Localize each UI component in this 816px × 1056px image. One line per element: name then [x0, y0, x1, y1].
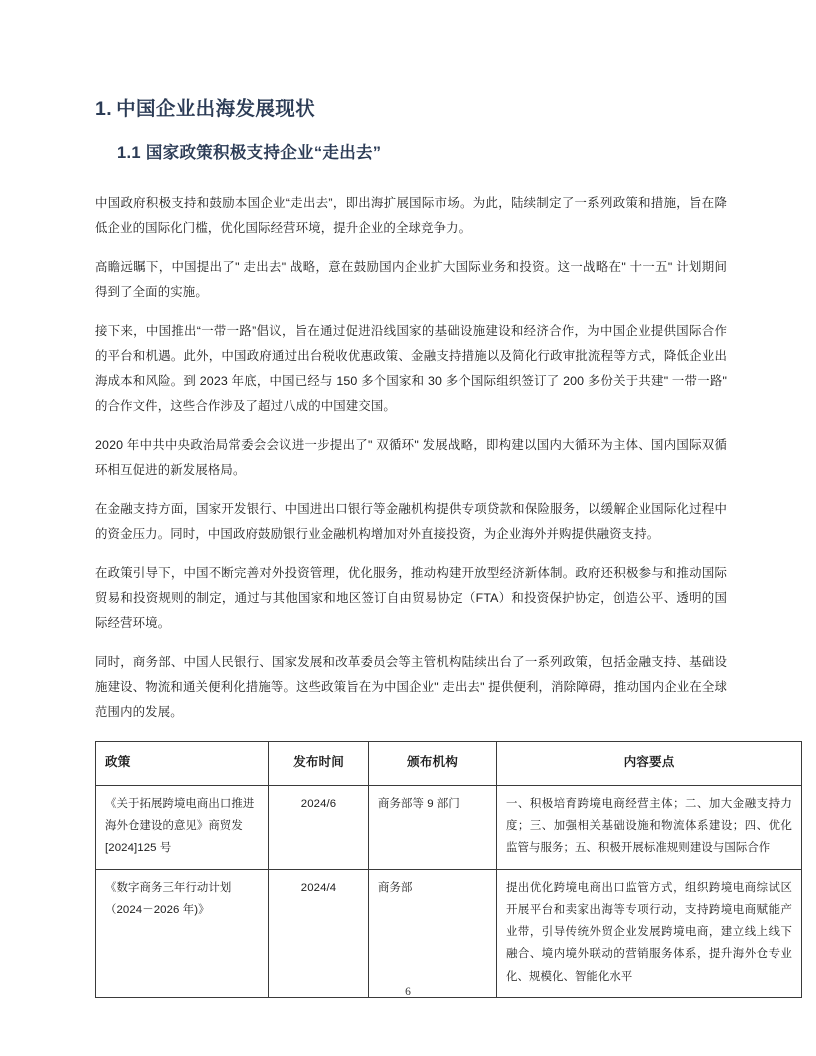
subsection-title-text: 国家政策积极支持企业“走出去” — [145, 144, 382, 163]
table-body — [96, 785, 802, 997]
cell-key-points: 提出优化跨境电商出口监管方式，组织跨境电商综试区开展平台和卖家出海等专项行动，支持跨境电商赋能产业带，引导传统外贸企业发展跨境电商，建立线上线下融合、境内境外联动的营销服务体系，提升海外仓专业化、规模化、智能化水平 — [497, 869, 802, 997]
page-footer — [0, 982, 816, 1000]
body-paragraph: 在金融支持方面，国家开发银行、中国进出口银行等金融机构提供专项贷款和保险服务，以缓解企业国际化过程中的资金压力。同时，中国政府鼓励银行业金融机构增加对外直接投资，为企业海外并购提供融资支持。 — [95, 502, 727, 542]
body-paragraph: 同时，商务部、中国人民银行、国家发展和改革委员会等主管机构陆续出台了一系列政策，包括金融支持、基础设施建设、物流和通关便利化措施等。这些政策旨在为中国企业" 走出去" 提供便利，消除障碍，推动国内企业在全球范围内的发展。 — [95, 655, 727, 720]
table-header — [96, 742, 802, 786]
body-paragraph: 接下来，中国推出“一带一路”倡议，旨在通过促进沿线国家的基础设施建设和经济合作，为中国企业提供国际合作的平台和机遇。此外，中国政府通过出台税收优惠政策、金融支持措施以及简化行政审批流程等方式，降低企业出海成本和风险。到 2023 年底，中国已经与 150 多个国家和 30 多个国际组织签订了 200 多份关于共建" 一带一路" 的合作文件，这些合作涉及了超过八成的中国建交国。 — [95, 323, 727, 413]
body-paragraph: 2020 年中共中央政治局常委会会议进一步提出了" 双循环" 发展战略，即构建以国内大循环为主体、国内国际双循环相互促进的新发展格局。 — [95, 437, 727, 477]
policy-table-container — [95, 741, 792, 997]
body-paragraph: 高瞻远瞩下，中国提出了" 走出去" 战略，意在鼓励国内企业扩大国际业务和投资。这一战略在" 十一五" 计划期间得到了全面的实施。 — [95, 259, 727, 299]
column-header-key-points: 内容要点 — [497, 742, 802, 786]
column-header-organization: 颁布机构 — [369, 742, 497, 786]
section-number: 1. — [95, 98, 113, 120]
column-header-policy: 政策 — [96, 742, 269, 786]
cell-policy: 《关于拓展跨境电商出口推进海外仓建设的意见》商贸发[2024]125 号 — [96, 785, 269, 869]
table-row — [96, 869, 802, 997]
cell-organization: 商务部 — [369, 869, 497, 997]
page-number: 6 — [405, 986, 411, 998]
cell-policy: 《数字商务三年行动计划（2024－2026 年)》 — [96, 869, 269, 997]
column-header-date: 发布时间 — [269, 742, 369, 786]
cell-date: 2024/6 — [269, 785, 369, 869]
subsection-number: 1.1 — [117, 144, 141, 163]
cell-key-points: 一、积极培育跨境电商经营主体；二、加大金融支持力度；三、加强相关基础设施和物流体系建设；四、优化监管与服务；五、积极开展标准规则建设与国际合作 — [497, 785, 802, 869]
policy-table — [95, 741, 802, 997]
cell-organization: 商务部等 9 部门 — [369, 785, 497, 869]
table-row — [96, 785, 802, 869]
page-title — [95, 96, 727, 122]
body-paragraph: 中国政府积极支持和鼓励本国企业“走出去”，即出海扩展国际市场。为此，陆续制定了一系列政策和措施，旨在降低企业的国际化门槛，优化国际经营环境，提升企业的全球竞争力。 — [95, 195, 727, 235]
cell-date: 2024/4 — [269, 869, 369, 997]
body-paragraph: 在政策引导下，中国不断完善对外投资管理，优化服务，推动构建开放型经济新体制。政府还积极参与和推动国际贸易和投资规则的制定，通过与其他国家和地区签订自由贸易协定（FTA）和投资保护协定，创造公平、透明的国际经营环境。 — [95, 566, 727, 631]
section-title-text: 中国企业出海发展现状 — [116, 98, 316, 120]
subsection-heading — [95, 142, 727, 164]
page-content — [95, 96, 792, 998]
table-header-row — [96, 742, 802, 786]
